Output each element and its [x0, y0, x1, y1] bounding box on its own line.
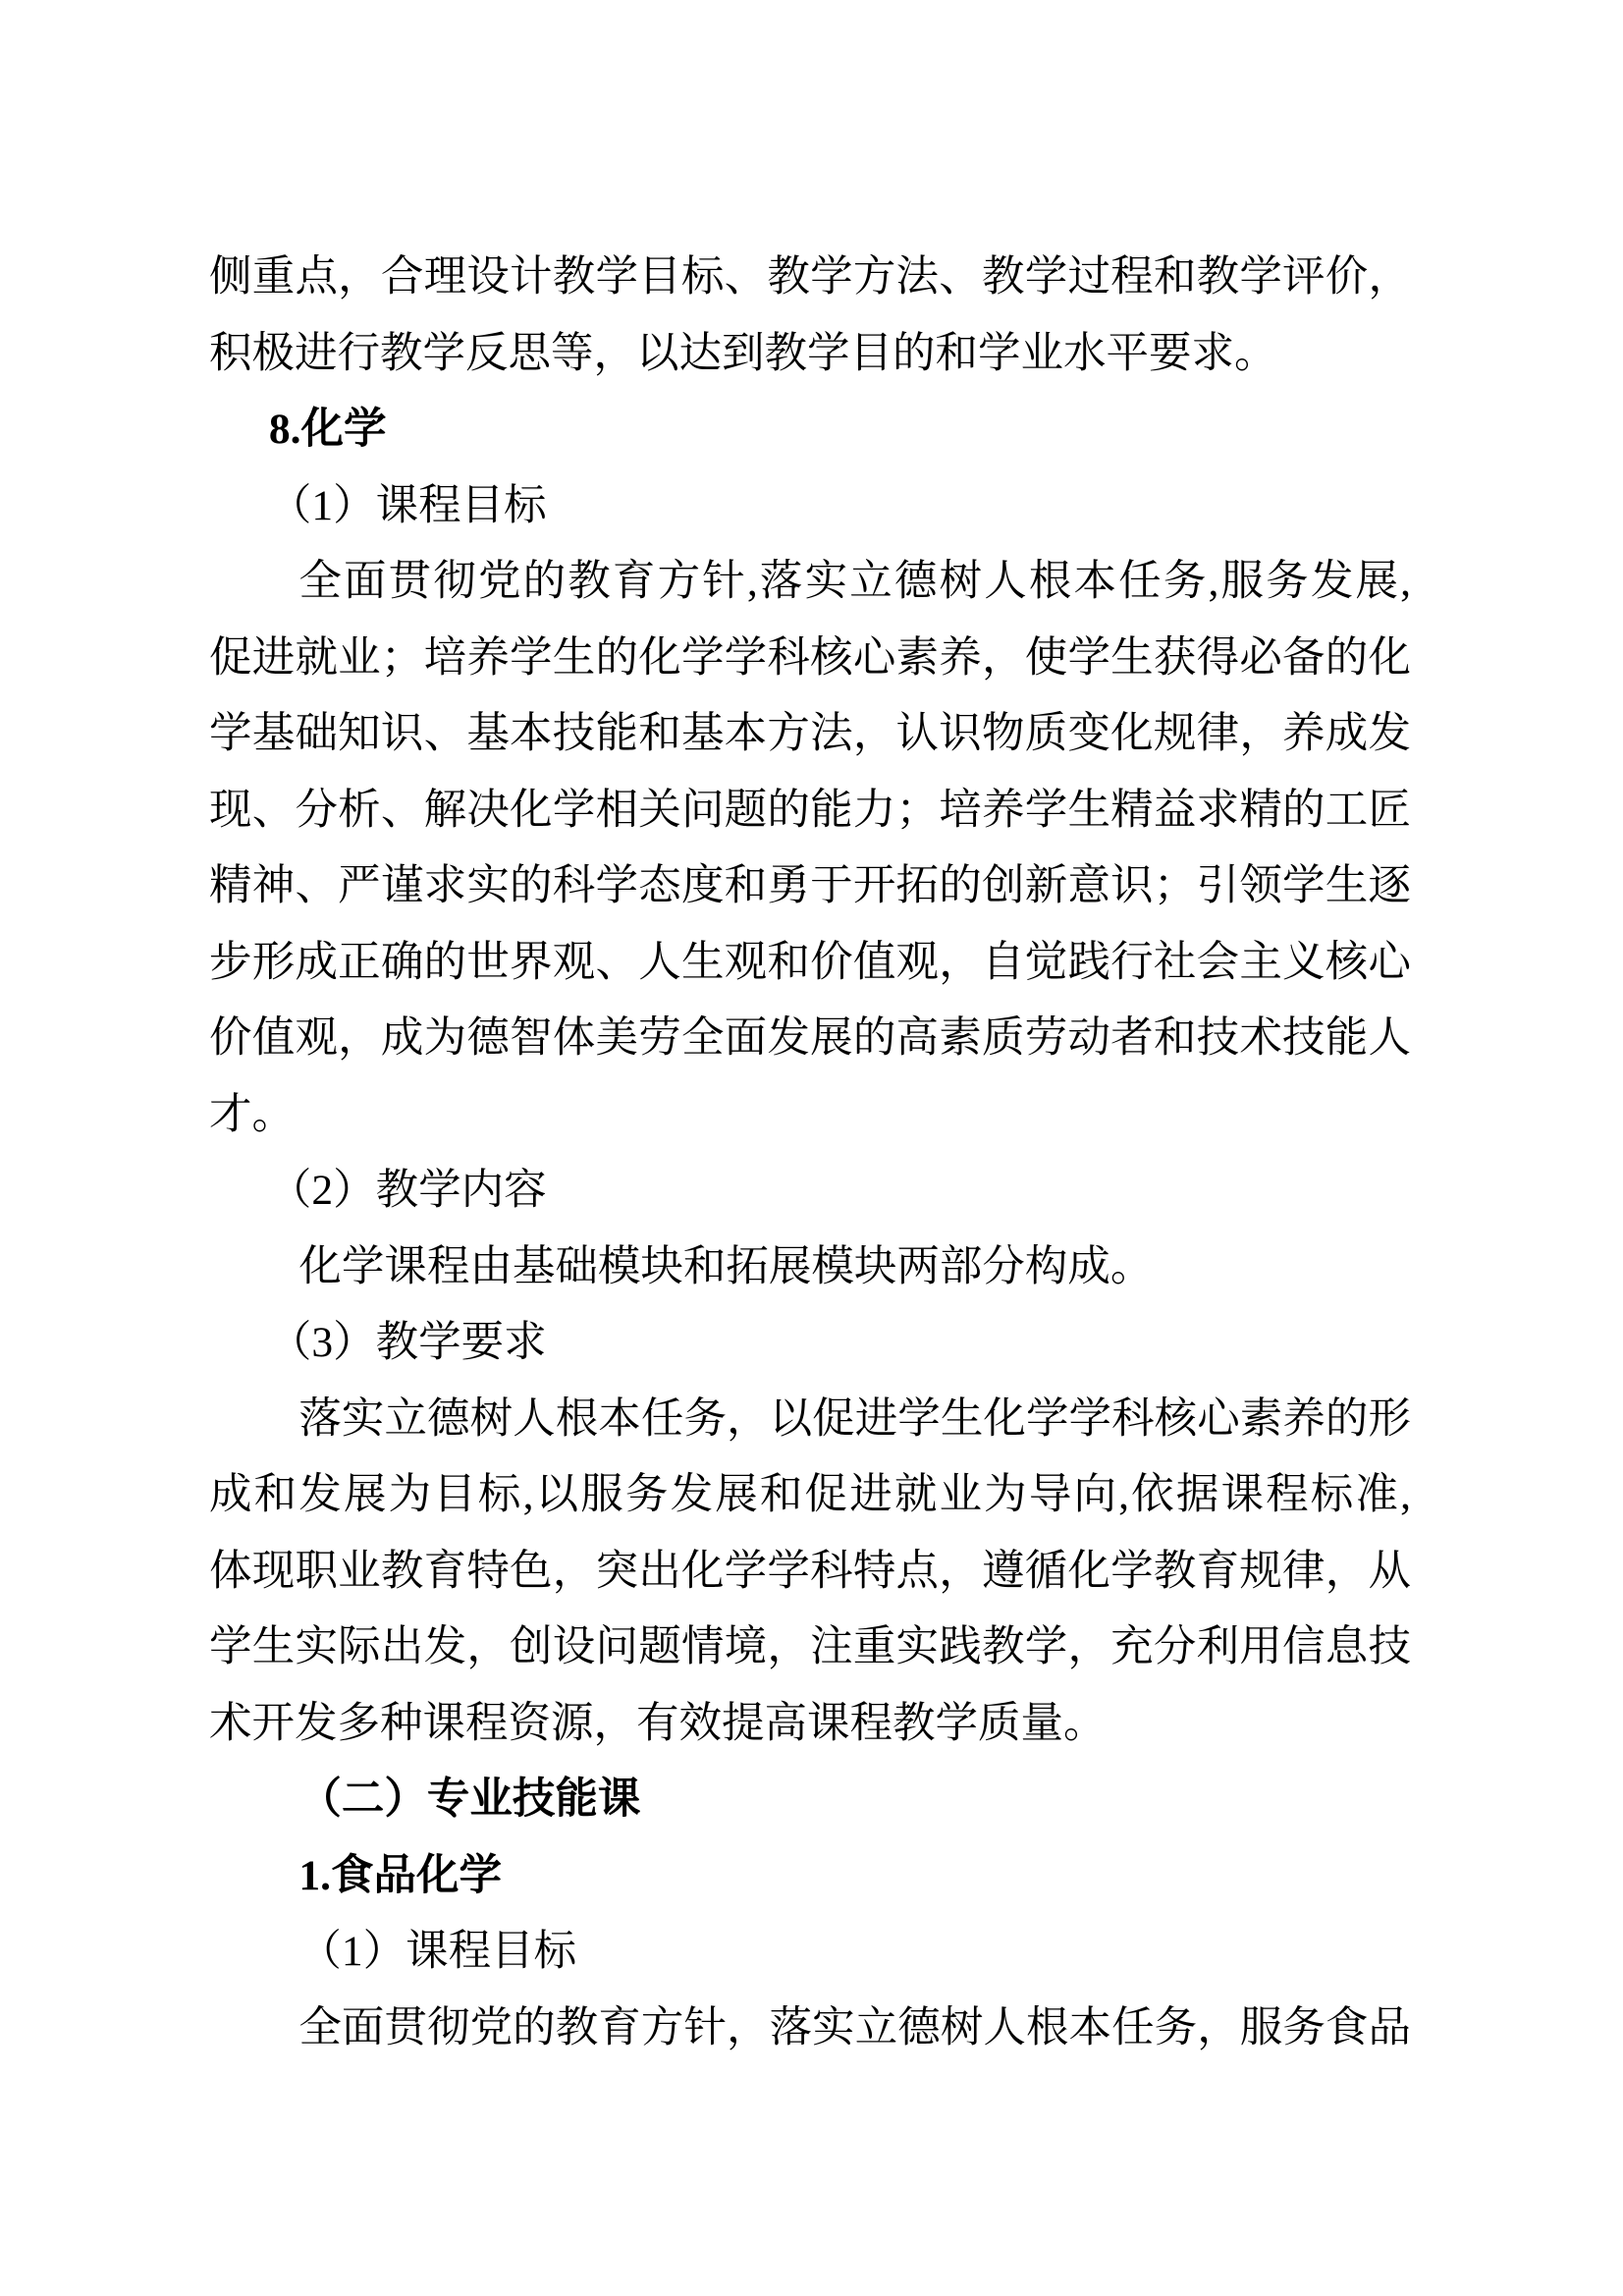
text-line: （3）教学要求 [268, 1319, 547, 1366]
text-line: 化学课程由基础模块和拓展模块两部分构成。 [298, 1242, 1154, 1290]
document-body [209, 240, 1411, 2066]
text-line: 术开发多种课程资源，有效提高课程教学质量。 [209, 1699, 1107, 1747]
text-line: 落实立德树人根本任务，以促进学生化学学科核心素养的形 [298, 1394, 1411, 1443]
text-line: 学生实际出发，创设问题情境，注重实践教学，充分利用信息技 [209, 1623, 1411, 1670]
text-line: 学基础知识、基本技能和基本方法，认识物质变化规律，养成发 [209, 710, 1411, 757]
text-line: 价值观，成为德智体美劳全面发展的高素质劳动者和技术技能人 [209, 1014, 1411, 1062]
text-line: 步形成正确的世界观、人生观和价值观，自觉践行社会主义核心 [209, 938, 1411, 986]
text-line: 体现职业教育特色，突出化学学科特点，遵循化学教育规律，从 [209, 1547, 1411, 1595]
text-line: （1）课程目标 [268, 481, 547, 529]
text-line: 成和发展为目标,以服务发展和促进就业为导向,依据课程标准, [209, 1471, 1411, 1518]
text-line: 积极进行教学反思等，以达到教学目的和学业水平要求。 [209, 329, 1277, 377]
text-line: 1.食品化学 [298, 1851, 502, 1899]
text-line: （2）教学内容 [268, 1167, 547, 1214]
text-line: 全面贯彻党的教育方针,落实立德树人根本任务,服务发展, [298, 558, 1411, 605]
text-line: 8.化学 [268, 406, 387, 453]
text-line: （1）课程目标 [298, 1928, 577, 1975]
text-line: 才。 [209, 1090, 295, 1138]
text-line: 侧重点，合理设计教学目标、教学方法、教学过程和教学评价， [209, 253, 1411, 301]
text-line: 全面贯彻党的教育方针，落实立德树人根本任务，服务食品 [298, 2003, 1411, 2051]
text-line: 精神、严谨求实的科学态度和勇于开拓的创新意识；引领学生逐 [209, 862, 1411, 909]
text-line: 促进就业；培养学生的化学学科核心素养，使学生获得必备的化 [209, 633, 1411, 682]
text-line: 现、分析、解决化学相关问题的能力；培养学生精益求精的工匠 [209, 786, 1411, 834]
text-line: （二）专业技能课 [298, 1776, 641, 1823]
